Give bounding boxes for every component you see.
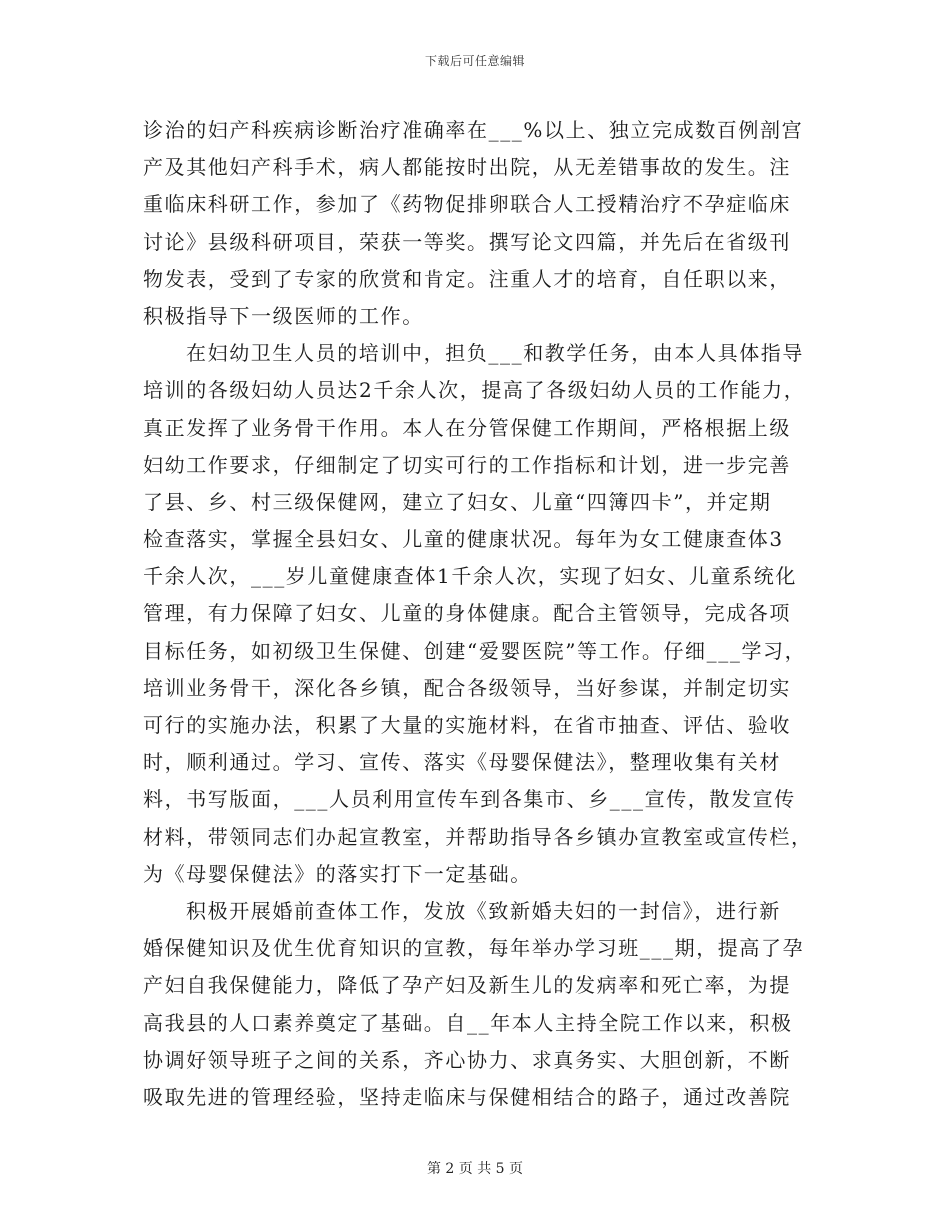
- text-line: 讨论》县级科研项目，荣获一等奖。撰写论文四篇，并先后在省级刊: [143, 229, 791, 254]
- text-line: 了县、乡、村三级保健网，建立了妇女、儿童“四簿四卡”，并定期: [143, 489, 772, 514]
- text-line: 检查落实，掌握全县妇女、儿童的健康状况。每年为女工健康查体3: [143, 527, 784, 552]
- text-line: 妇幼工作要求，仔细制定了切实可行的工作指标和计划，进一步完善: [143, 452, 791, 477]
- text-line: 时，顺利通过。学习、宣传、落实《母婴保健法》，整理收集有关材: [143, 750, 781, 775]
- text-line: 培训的各级妇幼人员达2千余人次，提高了各级妇幼人员的工作能力，: [143, 378, 806, 403]
- page-header: 下载后可任意编辑: [424, 54, 525, 68]
- text-line: 为《母婴保健法》的落实打下一定基础。: [143, 861, 532, 886]
- text-line: 管理，有力保障了妇女、儿童的身体健康。配合主管领导，完成各项: [143, 601, 791, 626]
- text-line: 材料，带领同志们办起宣教室，并帮助指导各乡镇办宣教室或宣传栏，: [143, 824, 813, 849]
- text-line: 重临床科研工作，参加了《药物促排卵联合人工授精治疗不孕症临床: [143, 192, 791, 217]
- text-line: 婚保健知识及优生优育知识的宣教，每年举办学习班___期，提高了孕: [143, 936, 805, 961]
- text-line: 物发表，受到了专家的欣赏和肯定。注重人才的培育，自任职以来，: [143, 266, 791, 291]
- text-line: 千余人次，___岁儿童健康查体1千余人次，实现了妇女、儿童系统化: [143, 564, 797, 589]
- text-line: 目标任务，如初级卫生保健、创建“爱婴医院”等工作。仔细___学习，: [143, 638, 807, 663]
- text-line: 料，书写版面，___人员利用宣传车到各集市、乡___宣传，散发宣传: [143, 787, 796, 812]
- paragraph-first-line: 积极开展婚前查体工作，发放《致新婚夫妇的一封信》，进行新: [186, 898, 781, 923]
- text-line: 高我县的人口素养奠定了基础。自__年本人主持全院工作以来，积极: [143, 1010, 793, 1035]
- text-line: 积极指导下一级医师的工作。: [143, 303, 424, 328]
- text-line: 吸取先进的管理经验，坚持走临床与保健相结合的路子，通过改善院: [143, 1084, 791, 1109]
- text-line: 协调好领导班子之间的关系，齐心协力、求真务实、大胆创新，不断: [143, 1047, 791, 1072]
- paragraph-first-line: 在妇幼卫生人员的培训中，担负___和教学任务，由本人具体指导: [186, 341, 804, 366]
- text-line: 真正发挥了业务骨干作用。本人在分管保健工作期间，严格根据上级: [143, 415, 791, 440]
- text-line: 产及其他妇产科手术，病人都能按时出院，从无差错事故的发生。注: [143, 155, 791, 180]
- text-line: 可行的实施办法，积累了大量的实施材料，在省市抽查、评估、验收: [143, 713, 791, 737]
- text-line: 诊治的妇产科疾病诊断治疗准确率在___%以上、独立完成数百例剖宫: [143, 118, 804, 142]
- text-line: 产妇自我保健能力，降低了孕产妇及新生儿的发病率和死亡率，为提: [143, 973, 791, 998]
- text-line: 培训业务骨干，深化各乡镇，配合各级领导，当好参谋，并制定切实: [143, 675, 791, 700]
- page-number-footer: 第 2 页 共 5 页: [426, 1161, 524, 1177]
- document-body: [143, 112, 815, 1116]
